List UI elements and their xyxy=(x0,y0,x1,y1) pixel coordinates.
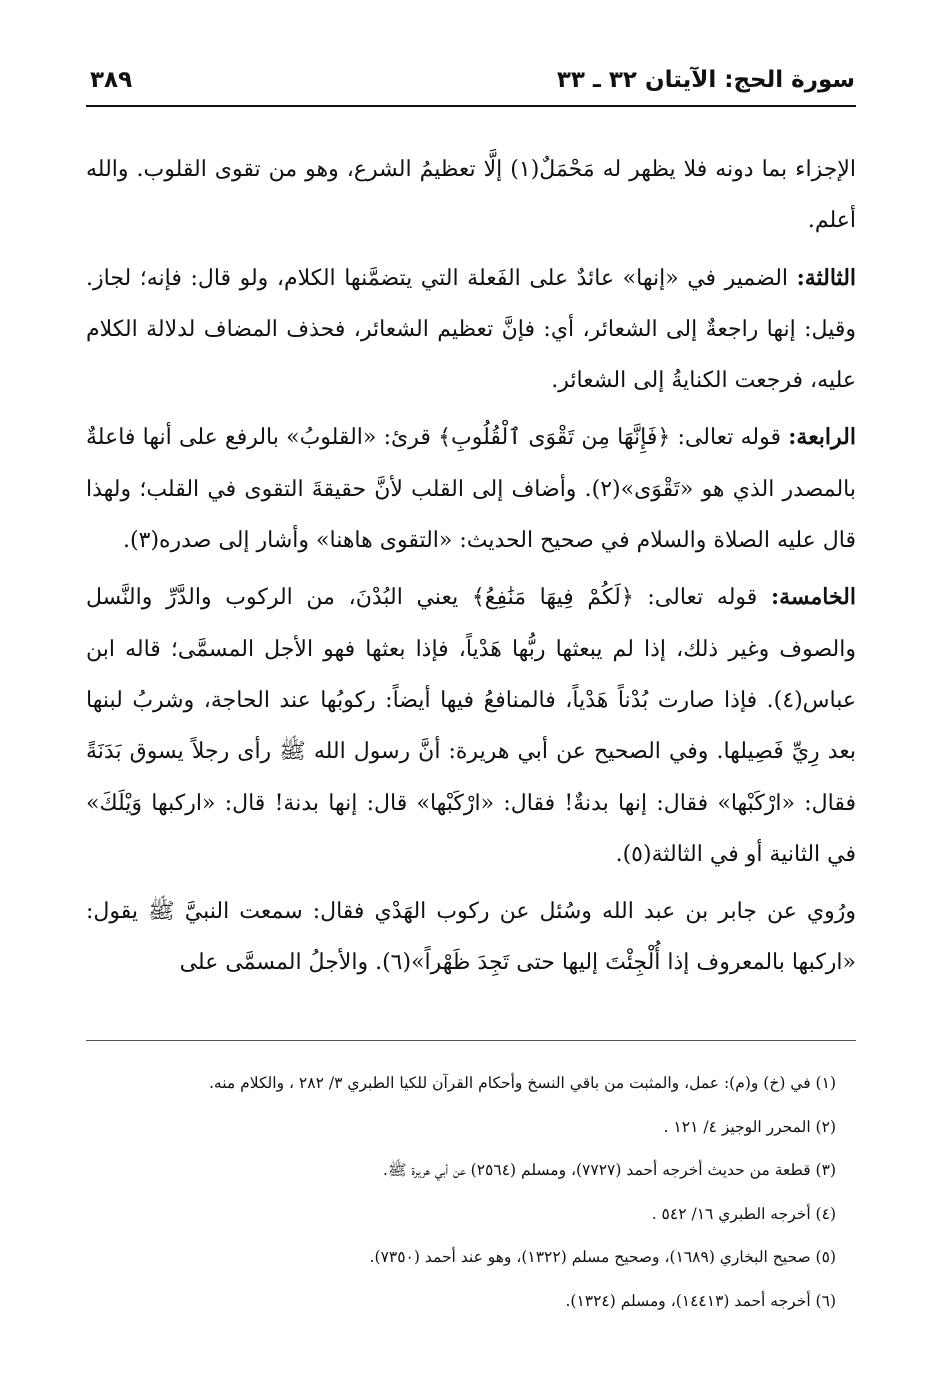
paragraph-lead: الرابعة: xyxy=(788,424,856,451)
paragraph-text: الإجزاء بما دونه فلا يظهر له مَحْمَلٌ(١) إلَّا تعظيمُ الشرع، وهو من تقوى القلوب. والله أعلم. xyxy=(86,157,856,234)
paragraph-text: قوله تعالى: ﴿لَكُمْ فِيهَا مَنَٰفِعُ﴾ يعني البُدْنَ، من الركوب والدَّرِّ والنَّسل والصوف وغير ذلك، إذا لم يبعثها ربُّها هَدْياً، فإذا بعثها فهو الأجل المسمَّى؛ قاله ابن عباس(٤). فإذا صارت بُدْناً هَدْياً، فالمنافعُ فيها أيضاً: ركوبُها عند الحاجة، وشربُ لبنها بعد رِيِّ فَصِيلها. وفي الصحيح عن أبي هريرة: أنَّ رسول الله ﷺ رأى رجلاً يسوق بَدَنَةً فقال: «ارْكَبْها» فقال: إنها بدنةٌ! فقال: «ارْكَبْها» قال: إنها بدنة! قال: «اركبها وَيْلَكَ» في الثانية أو في الثالثة(٥). xyxy=(86,585,856,867)
paragraph-third xyxy=(86,253,856,407)
page-number: ٣٨٩ xyxy=(90,67,133,93)
footnote: (٤) أخرجه الطبري ١٦/ ٥٤٢ . xyxy=(651,1204,836,1223)
page-header xyxy=(90,62,855,98)
paragraph-text: قوله تعالى: ﴿فَإِنَّهَا مِن تَقْوَى ٱلْقُلُوبِ﴾ قرئ: «القلوبُ» بالرفع على أنها فاعلةٌ بالمصدر الذي هو «تَقْوَى»(٢). وأضاف إلى القلب لأنَّ حقيقةَ التقوى في القلب؛ ولهذا قال عليه الصلاة والسلام في صحيح الحديث: «التقوى هاهنا» وأشار إلى صدره(٣). xyxy=(86,425,856,554)
main-text xyxy=(86,144,856,995)
footnotes xyxy=(86,1062,836,1323)
paragraph-lead: الثالثة: xyxy=(796,264,857,291)
paragraph-lead: الخامسة: xyxy=(770,584,856,611)
header-divider xyxy=(86,105,856,107)
surah-title: سورة الحج: الآيتان ٣٢ ـ ٣٣ xyxy=(556,67,855,93)
paragraph-text: ورُوي عن جابر بن عبد الله وسُئل عن ركوب الهَدْي فقال: سمعت النبيَّ ﷺ يقول: «اركبها بالمعروف إذا أُلْجِئْتَ إليها حتى تَجِدَ ظَهْراً»(٦). والأجلُ المسمَّى على xyxy=(86,899,856,976)
footnote: (١) في (خ) و(م): عمل، والمثبت من باقي النسخ وأحكام القرآن للكيا الطبري ٣/ ٢٨٢ ، والكلام منه. xyxy=(209,1074,836,1092)
footnote: (٢) المحرر الوجيز ٤/ ١٢١ . xyxy=(663,1117,836,1136)
footnotes-divider xyxy=(86,1040,856,1041)
footnote: (٦) أخرجه أحمد (١٤٤١٣)، ومسلم (١٣٢٤). xyxy=(565,1291,836,1310)
paragraph-text: الضمير في «إنها» عائدٌ على الفَعلة التي يتضمَّنها الكلام، ولو قال: فإنه؛ لجاز. وقيل: إنها راجعةٌ إلى الشعائر، أي: فإنَّ تعظيم الشعائر، فحذف المضاف لدلالة الكلام عليه، فرجعت الكنايةُ إلى الشعائر. xyxy=(86,265,856,394)
paragraph-fifth xyxy=(86,572,856,880)
footnote: (٣) قطعة من حديث أخرجه أحمد (٧٧٢٧)، ومسلم (٢٥٦٤) عن أبي هريرة ﷺ. xyxy=(382,1161,836,1179)
paragraph-intro xyxy=(86,144,856,247)
paragraph-jabir xyxy=(86,886,856,989)
paragraph-fourth xyxy=(86,412,856,566)
footnote: (٥) صحيح البخاري (١٦٨٩)، وصحيح مسلم (١٣٢٢)، وهو عند أحمد (٧٣٥٠). xyxy=(369,1248,836,1266)
